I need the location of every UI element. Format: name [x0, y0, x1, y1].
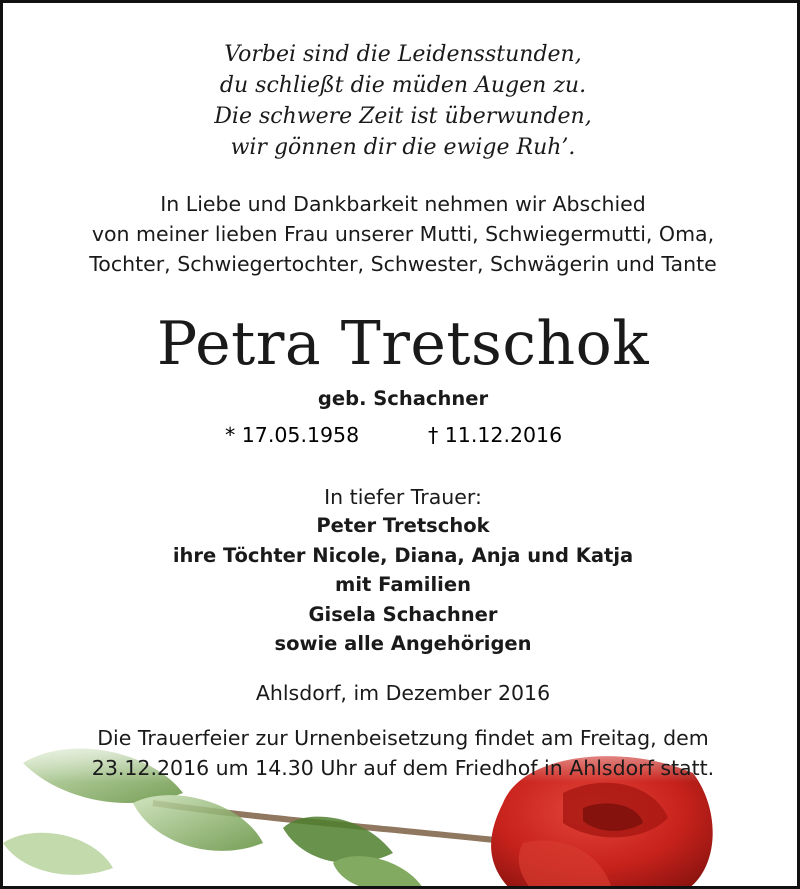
birth-date: * 17.05.1958	[225, 423, 360, 447]
mourner-line: mit Familien	[335, 573, 471, 596]
intro-line: In Liebe und Dankbarkeit nehmen wir Abschied	[160, 192, 646, 216]
mourner-line: Gisela Schachner	[308, 603, 498, 626]
ceremony-line: Die Trauerfeier zur Urnenbeisetzung findet am Freitag, dem	[97, 726, 709, 750]
place-date: Ahlsdorf, im Dezember 2016	[255, 681, 551, 705]
poem-line: Die schwere Zeit ist überwunden,	[214, 104, 592, 129]
poem-line: wir gönnen dir die ewige Ruh’.	[230, 135, 576, 160]
deceased-name: Petra Tretschok	[156, 309, 650, 379]
poem-line: du schließt die müden Augen zu.	[219, 73, 587, 98]
birth-name: geb. Schachner	[317, 387, 489, 410]
mourner-line: sowie alle Angehörigen	[274, 632, 532, 655]
poem-line: Vorbei sind die Leidensstunden,	[224, 42, 582, 67]
intro-line: Tochter, Schwiegertochter, Schwester, Schwägerin und Tante	[89, 252, 717, 276]
mourner-line: ihre Töchter Nicole, Diana, Anja und Katja	[172, 544, 634, 567]
ceremony-line: 23.12.2016 um 14.30 Uhr auf dem Friedhof in Ahlsdorf statt.	[91, 756, 715, 780]
life-dates	[3, 423, 800, 453]
death-date: † 11.12.2016	[428, 423, 563, 447]
intro-line: von meiner lieben Frau unserer Mutti, Schwiegermutti, Oma,	[91, 222, 715, 246]
mourners-heading: In tiefer Trauer:	[324, 485, 482, 509]
mourner-line: Peter Tretschok	[316, 514, 490, 537]
